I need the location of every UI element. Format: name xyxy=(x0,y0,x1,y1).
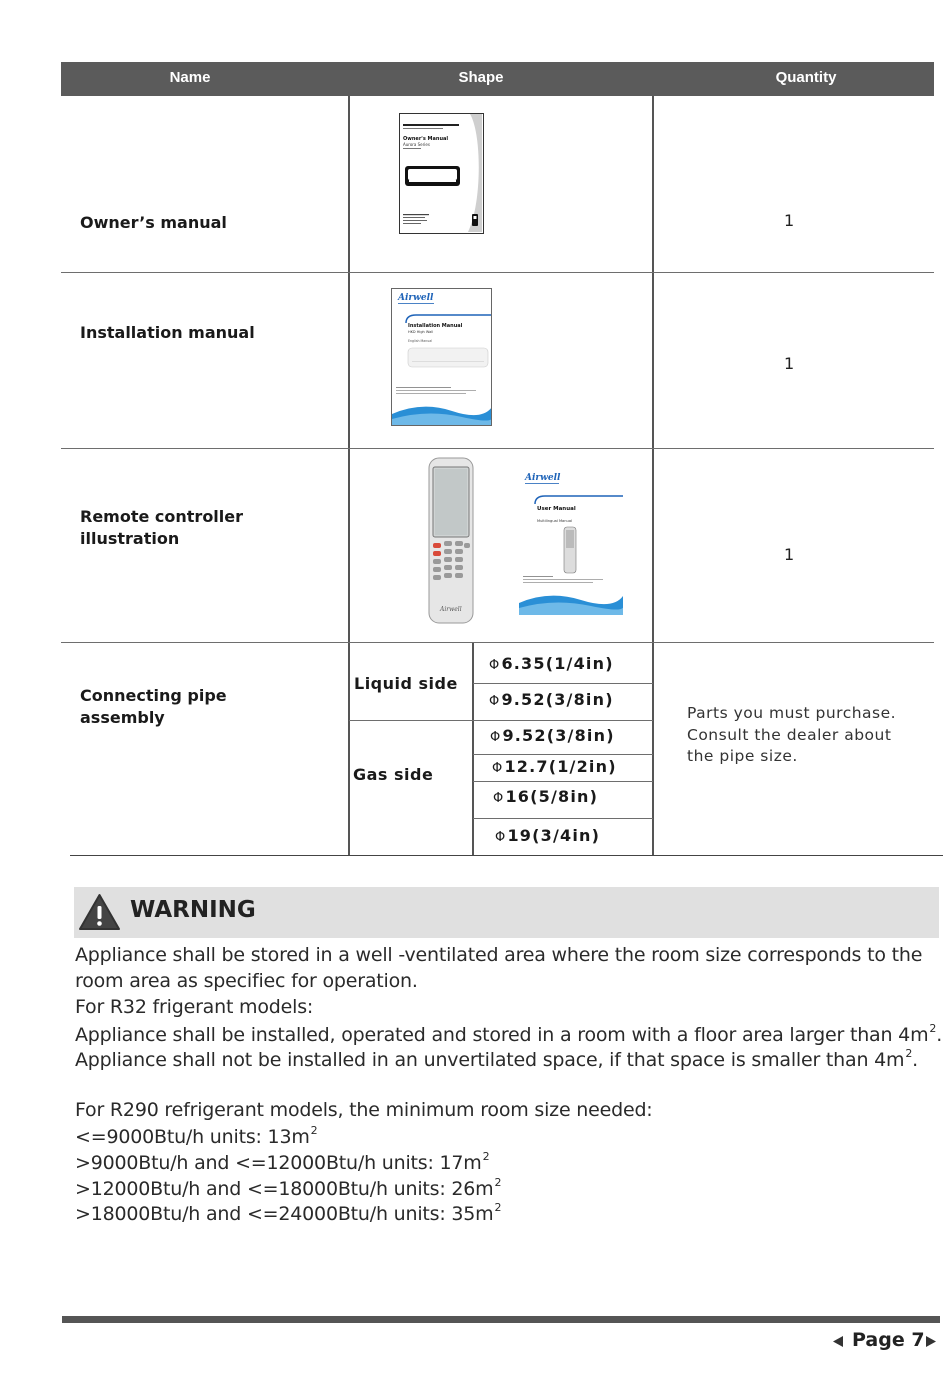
installation-manual-label: Installation manual xyxy=(80,323,255,342)
warning-line-2: room area as specifiec for operation. xyxy=(75,970,418,992)
installation-manual-subtitle: HKD High Wall xyxy=(408,330,434,334)
connecting-pipe-label-line1: Connecting pipe xyxy=(80,686,227,705)
remote-controller-label-line2: illustration xyxy=(80,529,180,548)
user-manual-brand: Airwell xyxy=(525,473,561,483)
table-bottom xyxy=(70,855,943,856)
warning-triangle-icon xyxy=(78,893,121,931)
remote-brand: Airwell xyxy=(440,606,462,613)
warning-title: WARNING xyxy=(130,897,256,923)
size-divider-3 xyxy=(473,781,653,782)
gas-size-2: Φ12.7(1/2in) xyxy=(492,757,617,776)
liquid-gas-divider xyxy=(349,720,653,721)
warning-line-5: Appliance shall not be installed in an unvertilated space, if that space is smaller than $4m^2$. xyxy=(75,1047,918,1071)
installation-manual-quantity: 1 xyxy=(784,354,795,373)
page-number: Page 7 xyxy=(852,1329,925,1351)
warning-line-4: Appliance shall be installed, operated and stored in a room with a floor area larger than $4m^2$. xyxy=(75,1022,943,1046)
size-divider-4 xyxy=(473,818,653,819)
col-divider-1 xyxy=(348,96,350,856)
connecting-pipe-label-line2: assembly xyxy=(80,708,165,727)
next-page-icon[interactable] xyxy=(925,1333,937,1352)
warning-line-6: For R290 refrigerant models, the minimum room size needed: xyxy=(75,1099,653,1121)
owners-manual-label: Owner’s manual xyxy=(80,213,227,232)
installation-manual-brand: Airwell xyxy=(398,293,434,303)
owners-manual-quantity: 1 xyxy=(784,211,795,230)
installation-manual-image xyxy=(391,288,492,426)
owners-manual-subtitle: Aurora Series xyxy=(403,142,430,147)
owners-manual-title: Owner's Manual xyxy=(403,136,449,142)
liquid-size-2: Φ9.52(3/8in) xyxy=(489,690,614,709)
row-divider-3 xyxy=(61,642,934,643)
col-divider-sizes xyxy=(472,643,474,856)
warning-line-8: >9000Btu/h and <=12000Btu/h units: $17m^2$ xyxy=(75,1150,490,1174)
user-manual-subtitle: Multilingual Manual xyxy=(537,519,573,523)
header-shape: Shape xyxy=(458,69,504,86)
gas-side-label: Gas side xyxy=(353,765,434,784)
owners-manual-image xyxy=(399,113,484,234)
pipe-purchase-note: Parts you must purchase. Consult the dealer about the pipe size. xyxy=(687,704,897,765)
user-manual-title: User Manual xyxy=(537,506,576,512)
remote-controller-quantity: 1 xyxy=(784,545,795,564)
liquid-size-1: Φ6.35(1/4in) xyxy=(489,654,614,673)
remote-controller-image xyxy=(428,457,474,624)
table-header xyxy=(61,62,934,96)
warning-line-7: <=9000Btu/h units: $13m^2$ xyxy=(75,1124,318,1148)
gas-size-1: Φ9.52(3/8in) xyxy=(490,726,615,745)
prev-page-icon[interactable] xyxy=(832,1333,844,1352)
size-divider-1 xyxy=(473,683,653,684)
warning-line-10: >18000Btu/h and <=24000Btu/h units: $35m^2$ xyxy=(75,1201,502,1225)
col-divider-2 xyxy=(652,96,654,856)
row-divider-1 xyxy=(61,272,934,273)
row-divider-2 xyxy=(61,448,934,449)
installation-manual-title: Installation Manual xyxy=(408,323,463,329)
warning-line-9: >12000Btu/h and <=18000Btu/h units: $26m^2$ xyxy=(75,1176,502,1200)
user-manual-image xyxy=(519,468,623,615)
warning-line-3: For R32 frigerant models: xyxy=(75,996,314,1018)
header-quantity: Quantity xyxy=(775,69,837,86)
warning-line-1: Appliance shall be stored in a well -ventilated area where the room size corresponds to the xyxy=(75,944,923,966)
installation-manual-lang: English Manual xyxy=(408,339,433,343)
header-name: Name xyxy=(169,69,211,86)
remote-controller-label-line1: Remote controller xyxy=(80,507,244,526)
size-divider-2 xyxy=(473,754,653,755)
gas-size-3: Φ16(5/8in) xyxy=(493,787,599,806)
gas-size-4: Φ19(3/4in) xyxy=(495,826,601,845)
liquid-side-label: Liquid side xyxy=(354,674,458,693)
footer-bar xyxy=(62,1316,940,1323)
